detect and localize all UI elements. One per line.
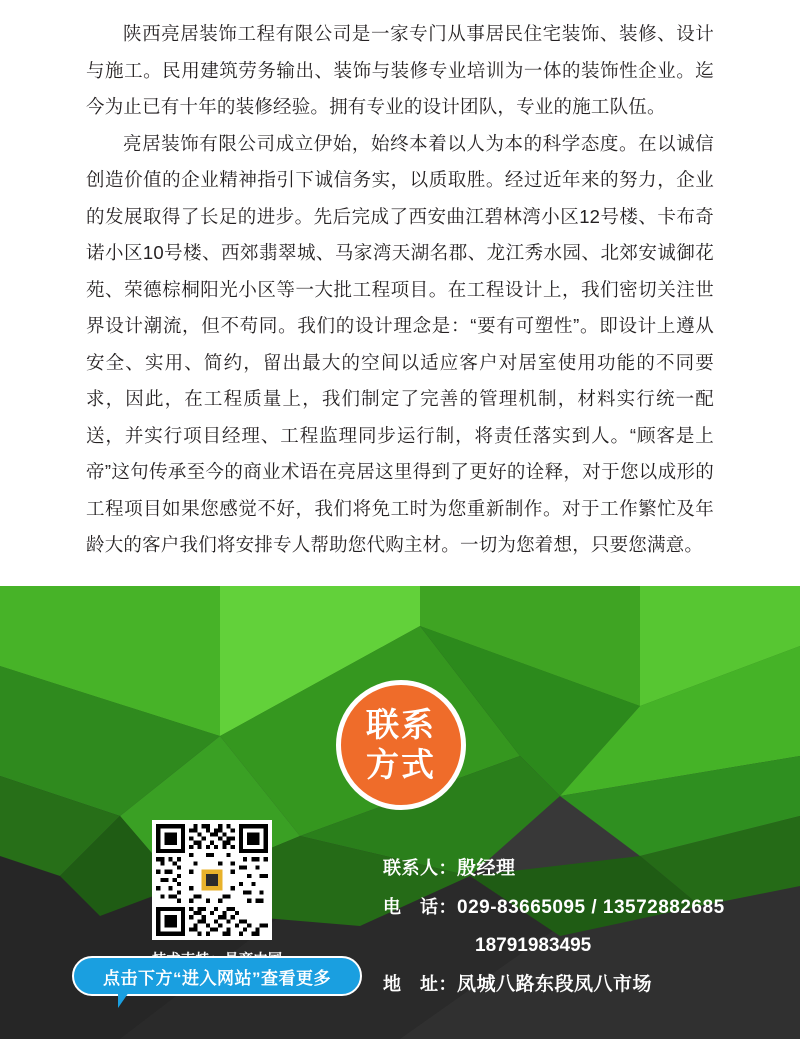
intro-paragraph-2: 亮居装饰有限公司成立伊始，始终本着以人为本的科学态度。在以诚信创造价值的企业精神指引下诚信务实，以质取胜。经过近年来的努力，企业的发展取得了长足的进步。先后完成了西安曲江碧林湾小区12号楼、卡布奇诺小区10号楼、西郊翡翠城、马家湾天湖名郡、龙江秀水园、北郊安诚御花苑、荣德棕桐阳光小区等一大批工程项目。在工程设计上，我们密切关注世界设计潮流，但不苟同。我们的设计理念是：“要有可塑性”。即设计上遵从安全、实用、简约，留出最大的空间以适应客户对居室使用功能的不同要求，因此，在工程质量上，我们制定了完善的管理机制，材料实行统一配送，并实行项目经理、工程监理同步运行制，将责任落实到人。“顾客是上帝”这句传承至今的商业术语在亮居这里得到了更好的诠释，对于您以成形的工程项目如果您感觉不好，我们将免工时为您重新制作。对于工作繁忙及年龄大的客户我们将安排专人帮助您代购主材。一切为您着想，只要您满意。 — [86, 132, 714, 555]
contact-person-label: 联系人： — [383, 858, 457, 878]
badge-line-1: 联系 — [366, 706, 436, 743]
contact-phone-row — [383, 888, 725, 927]
contact-person-row — [383, 849, 725, 888]
contact-phone-label: 电 话： — [383, 897, 457, 917]
contact-phone-value-2: 18791983495 — [475, 935, 592, 956]
contact-address-value: 凤城八路东段凤八市场 — [457, 974, 653, 995]
qr-code-icon — [152, 820, 272, 940]
cta-bubble-tail — [118, 992, 129, 1008]
contact-phone-value: 029-83665095 / 13572882685 — [457, 897, 725, 918]
intro-paragraph-1: 陕西亮居装饰工程有限公司是一家专门从事居民住宅装饰、装修、设计与施工。民用建筑劳务输出、装饰与装修专业培训为一体的装饰性企业。迄今为止已有十年的装修经验。拥有专业的设计团队，专业的施工队伍。 — [86, 23, 714, 117]
contact-address-label: 地 址： — [383, 974, 457, 994]
contact-person-value: 殷经理 — [457, 858, 516, 879]
contact-details — [383, 849, 725, 1004]
contact-badge — [336, 680, 466, 810]
enter-website-button[interactable] — [72, 956, 362, 996]
enter-website-label: 点击下方“进入网站”查看更多 — [103, 968, 331, 988]
qr-block — [152, 820, 272, 969]
contact-address-row — [383, 965, 725, 1004]
contact-panel — [0, 586, 800, 1039]
badge-line-2: 方式 — [366, 746, 436, 783]
